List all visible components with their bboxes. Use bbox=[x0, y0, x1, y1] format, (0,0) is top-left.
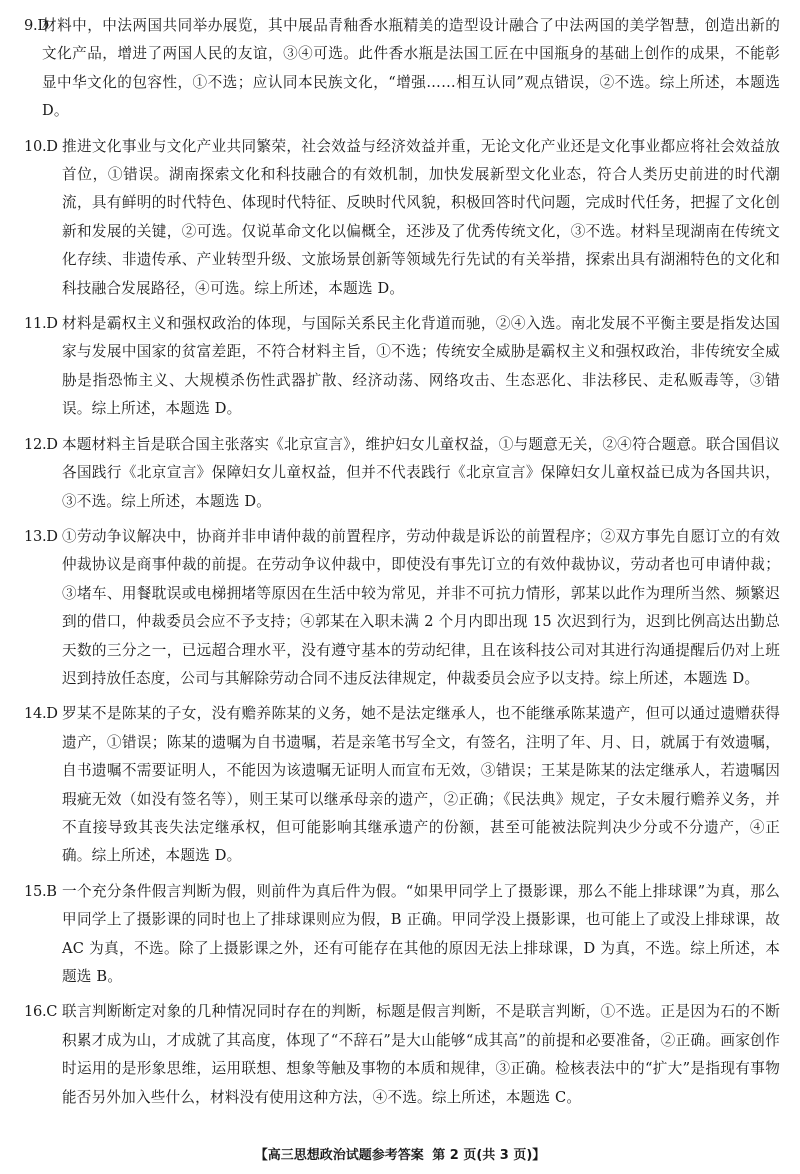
answer-explanation: 本题材料主旨是联合国主张落实《北京宣言》，维护妇女儿童权益，①与题意无关，②④符合题意。联合国倡议各国践行《北京宣言》保障妇女儿童权益，但并不代表践行《北京宣言》保障妇女儿童权益已成为各国共识，③不选。综上所述，本题选 D。 bbox=[62, 435, 780, 510]
answer-number: 11.D bbox=[24, 315, 58, 333]
footer-page-number: 第 2 页(共 3 页)】 bbox=[432, 1148, 546, 1163]
answer-number: 14.D bbox=[24, 705, 58, 723]
answer-number: 16.C bbox=[24, 1003, 58, 1021]
answer-item-10 bbox=[24, 133, 780, 303]
answer-item-16 bbox=[24, 998, 780, 1112]
answer-number: 9.D bbox=[24, 17, 49, 34]
answer-list bbox=[24, 12, 780, 1119]
answer-item-12 bbox=[24, 431, 780, 516]
answer-explanation: 材料中，中法两国共同举办展览，其中展品青釉香水瓶精美的造型设计融合了中法两国的美学智慧，创造出新的文化产品，增进了两国人民的友谊，③④可选。此件香水瓶是法国工匠在中国瓶身的基础上创作的成果，不能彰显中华文化的包容性，①不选；应认同本民族文化，“增强……相互认同”观点错误，②不选。综上所述，本题选 D。 bbox=[42, 17, 780, 120]
answer-number: 13.D bbox=[24, 527, 58, 545]
answer-item-15 bbox=[24, 878, 780, 992]
answer-item-9 bbox=[24, 12, 780, 126]
answer-explanation: 罗某不是陈某的子女，没有赡养陈某的义务，她不是法定继承人，也不能继承陈某遗产，但可以通过遗赠获得遗产，①错误；陈某的遗嘱为自书遗嘱，若是亲笔书写全文，有签名，注明了年、月、日，就属于有效遗嘱，自书遗嘱不需要证明人，不能因为该遗嘱无证明人而宣布无效，③错误；王某是陈某的法定继承人，若遗嘱因瑕疵无效（如没有签名等），则王某可以继承母亲的遗产，②正确；《民法典》规定，子女未履行赡养义务，并不直接导致其丧失法定继承权，但可能影响其继承遗产的份额，甚至可能被法院判决少分或不分遗产，④正确。综上所述，本题选 D。 bbox=[62, 705, 780, 865]
answer-item-13 bbox=[24, 523, 780, 693]
page-footer bbox=[0, 1147, 800, 1165]
answer-explanation: ①劳动争议解决中，协商并非申请仲裁的前置程序，劳动仲裁是诉讼的前置程序；②双方事先自愿订立的有效仲裁协议是商事仲裁的前提。在劳动争议仲裁中，即使没有事先订立的有效仲裁协议，劳动者也可申请仲裁；③堵车、用餐耽误或电梯拥堵等原因在生活中较为常见，并非不可抗力情形，郭某以此作为理所当然、频繁迟到的借口，仲裁委员会应不予支持；④郭某在入职未满 2 个月内即出现 15 次迟到行为，迟到比例高达出勤总天数的三分之一，已远超合理水平，没有遵守基本的劳动纪律，且在该科技公司对其进行沟通提醒后仍对上班迟到持放任态度，公司与其解除劳动合同不违反法律规定，仲裁委员会应予以支持。综上所述，本题选 D。 bbox=[62, 527, 780, 687]
answer-item-14 bbox=[24, 700, 780, 870]
answer-item-11 bbox=[24, 310, 780, 424]
answer-number: 12.D bbox=[24, 435, 58, 453]
answer-number: 15.B bbox=[24, 882, 57, 900]
answer-number: 10.D bbox=[24, 137, 58, 155]
answer-explanation: 联言判断断定对象的几种情况同时存在的判断，标题是假言判断，不是联言判断，①不选。正是因为石的不断积累才成为山，才成就了其高度，体现了“不辞石”是大山能够“成其高”的前提和必要准备，②正确。画家创作时运用的是形象思维，运用联想、想象等触及事物的本质和规律，③正确。检核表法中的“扩大”是指现有事物能否另外加入些什么，材料没有使用这种方法，④不选。综上所述，本题选 C。 bbox=[62, 1003, 780, 1106]
answer-explanation: 推进文化事业与文化产业共同繁荣，社会效益与经济效益并重，无论文化产业还是文化事业都应将社会效益放首位，①错误。湖南探索文化和科技融合的有效机制，加快发展新型文化业态，符合人类历史前进的时代潮流，具有鲜明的时代特色、体现时代特征、反映时代风貌，积极回答时代问题，完成时代任务，把握了文化创新和发展的关键，②可选。仅说革命文化以偏概全，还涉及了优秀传统文化，③不选。材料呈现湖南在传统文化存续、非遗传承、产业转型升级、文旅场景创新等领域先行先试的有关举措，探索出具有湖湘特色的文化和科技融合发展路径，④可选。综上所述，本题选 D。 bbox=[62, 137, 780, 297]
footer-title: 【高三思想政治试题参考答案 bbox=[254, 1148, 424, 1163]
answer-explanation: 一个充分条件假言判断为假，则前件为真后件为假。“如果甲同学上了摄影课，那么不能上排球课”为真，那么甲同学上了摄影课的同时也上了排球课则应为假，B 正确。甲同学没上摄影课，也可能上了或没上排球课，故 AC 为真，不选。除了上摄影课之外，还有可能存在其他的原因无法上排球课，D 为真，不选。综上所述，本题选 B。 bbox=[62, 882, 780, 985]
answer-explanation: 材料是霸权主义和强权政治的体现，与国际关系民主化背道而驰，②④入选。南北发展不平衡主要是指发达国家与发展中国家的贫富差距，不符合材料主旨，①不选；传统安全威胁是霸权主义和强权政治，非传统安全威胁是指恐怖主义、大规模杀伤性武器扩散、经济动荡、网络攻击、生态恶化、非法移民、走私贩毒等，③错误。综上所述，本题选 D。 bbox=[62, 315, 780, 418]
